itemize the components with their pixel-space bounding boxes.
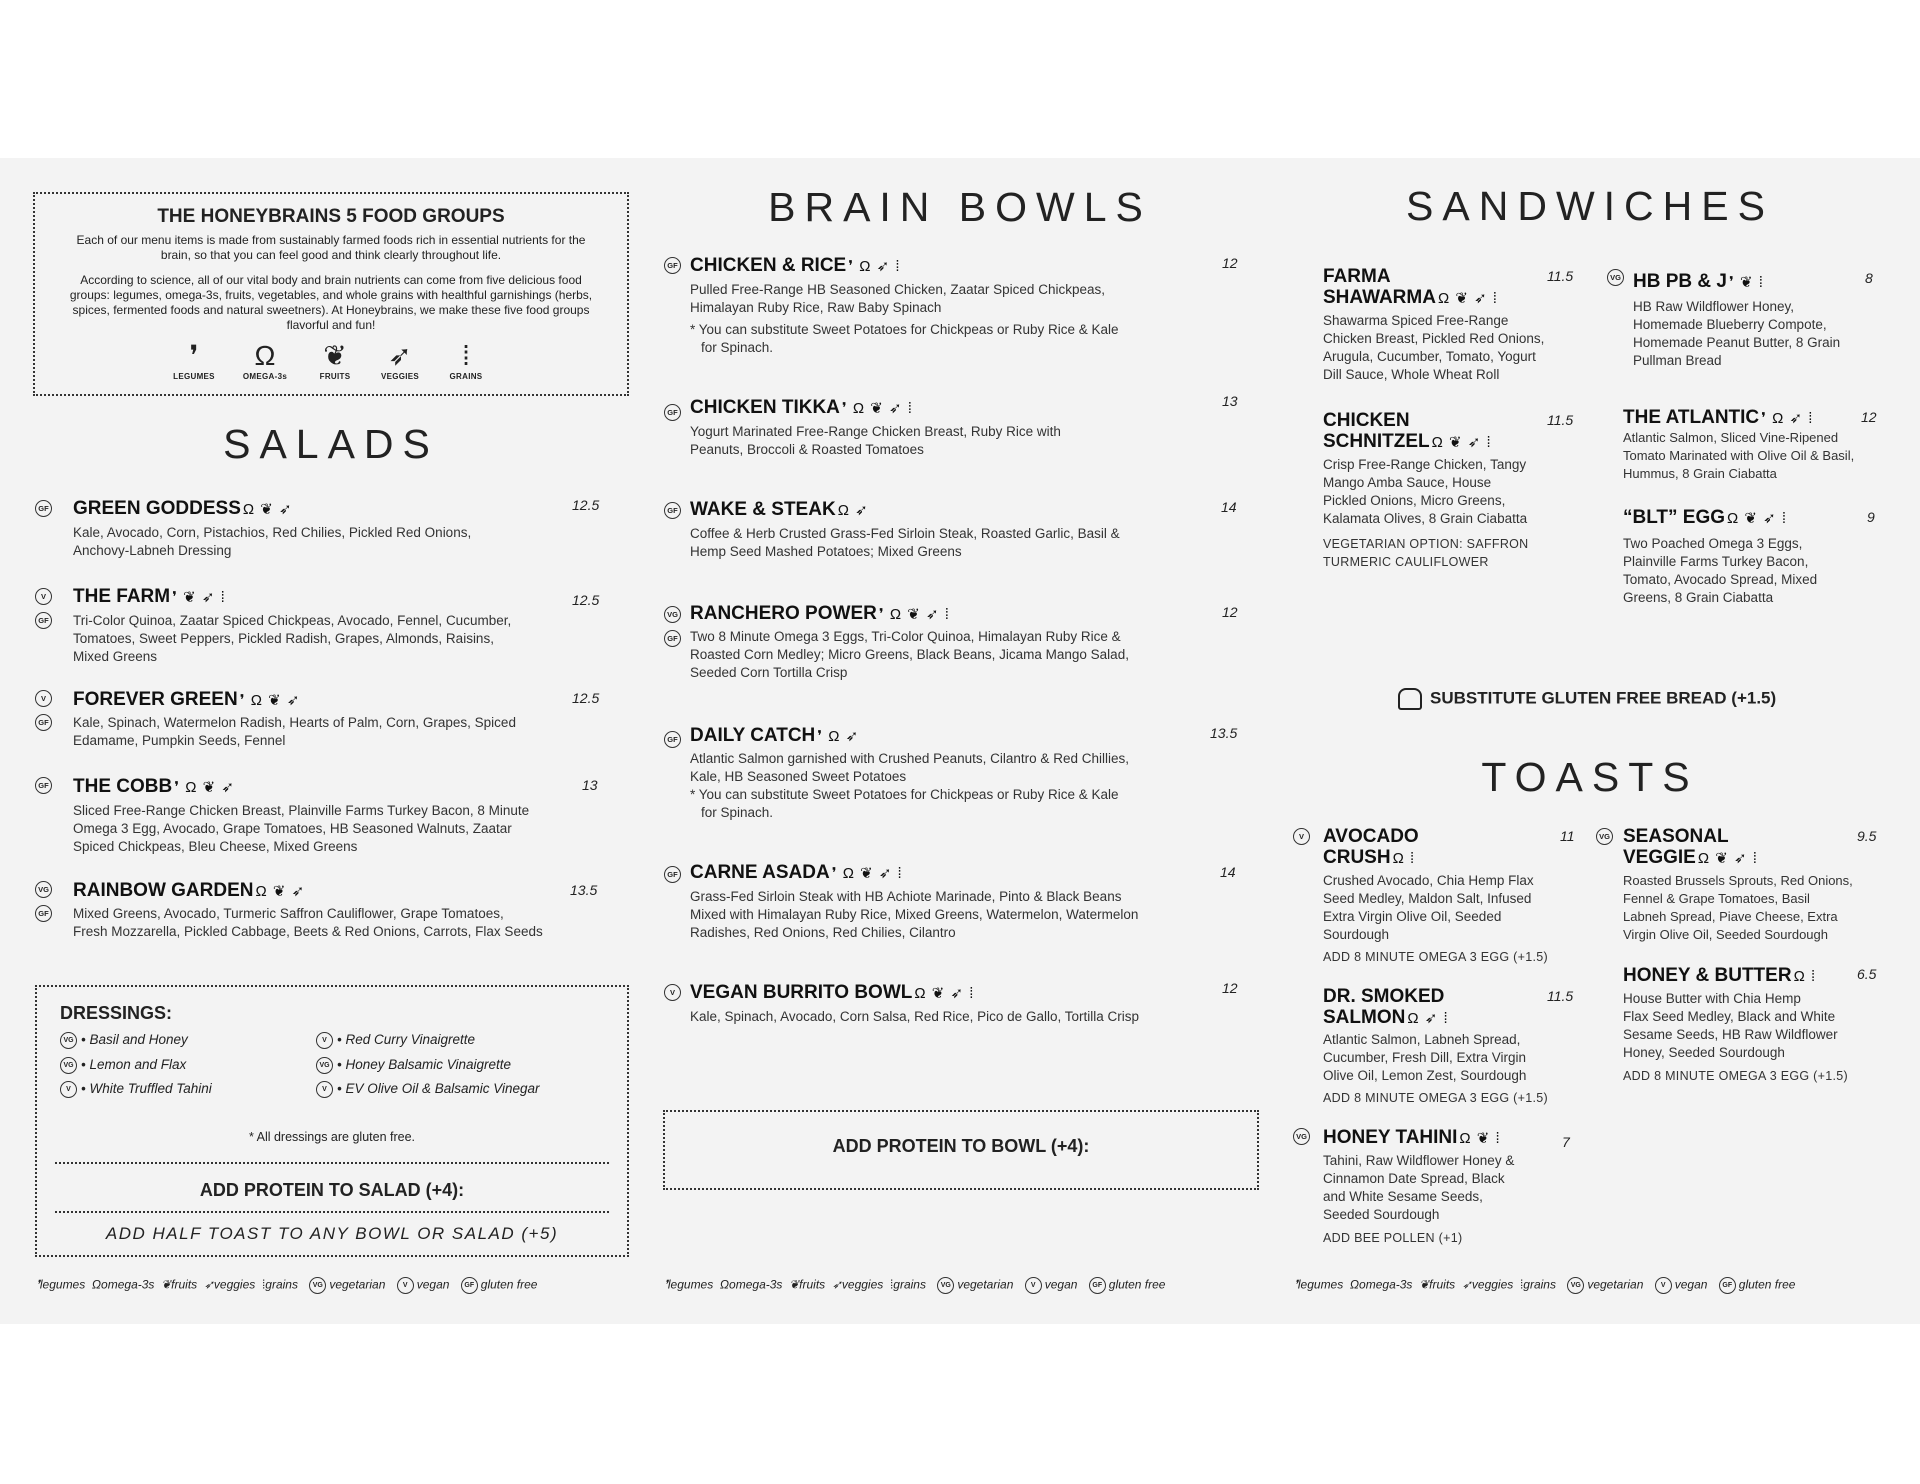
dressings-title: DRESSINGS: — [60, 1003, 173, 1023]
fruits-food-group: ❦ FRUITS — [305, 340, 365, 381]
sandwich-blt-egg: “BLT” EGG Ω ❦ ➶ ⁞ — [1623, 507, 1788, 528]
price: 8 — [1865, 270, 1873, 286]
price: 12.5 — [572, 497, 600, 513]
add-protein-salad: ADD PROTEIN TO SALAD (+4): — [199, 1180, 465, 1200]
vegan-badge: V — [316, 1032, 333, 1049]
dressing-lemon-flax: VG • Lemon and Flax — [60, 1057, 186, 1074]
legumes-icon: ❜ — [664, 1277, 668, 1292]
fruits-icon: ❦ — [161, 1277, 172, 1292]
price: 11.5 — [1547, 412, 1574, 428]
price: 7 — [1562, 1134, 1570, 1150]
gf-badge: GF — [35, 500, 52, 517]
vegetarian-badge: VG — [1596, 828, 1613, 845]
salad-rainbow-garden: RAINBOW GARDEN Ω ❦ ➶ — [73, 880, 306, 901]
item-description: Yogurt Marinated Free-Range Chicken Breast, Ruby Rice with Peanuts, Broccoli & Roasted Tomatoes — [690, 424, 1061, 457]
food-group-icons: Ω ❦ ➶ ⁞ — [1431, 434, 1492, 451]
food-group-icons: ❜ Ω ❦ ➶ ⁞ — [831, 865, 903, 882]
dressing-truffled-tahini: V • White Truffled Tahini — [60, 1081, 212, 1098]
vegan-badge: V — [1655, 1277, 1672, 1294]
price: 6.5 — [1857, 966, 1877, 982]
divider — [55, 1211, 609, 1213]
fruits-icon: ❦ — [323, 340, 347, 371]
dressing-ev-olive-oil: V • EV Olive Oil & Balsamic Vinegar — [316, 1081, 540, 1098]
food-group-icons: Ω ❦ ➶ ⁞ — [1697, 850, 1758, 867]
dressing-red-curry: V • Red Curry Vinaigrette — [316, 1032, 475, 1049]
toast-seasonal-veggie: SEASONAL VEGGIE Ω ❦ ➶ ⁞ — [1623, 826, 1758, 868]
gf-badge: GF — [35, 714, 52, 731]
vegetarian-badge: VG — [316, 1057, 333, 1074]
vegetarian-badge: VG — [35, 881, 52, 898]
vegan-badge: V — [1293, 828, 1310, 845]
bowl-ranchero-power: RANCHERO POWER ❜ Ω ❦ ➶ ⁞ — [690, 603, 950, 624]
food-groups-science: According to science, all of our vital body and brain nutrients can come from five delicious food groups: legumes, omega-3s, fruits, vegetables, and whole grains with healthful garnishings (herbs, spices, fermented foods and natural sweetners). At Honeybrains, we make these five food groups flavorful and fun! — [69, 273, 593, 332]
sandwiches-heading: SANDWICHES — [1406, 183, 1774, 229]
item-description: Tri-Color Quinoa, Zaatar Spiced Chickpeas, Avocado, Fennel, Cucumber, Tomatoes, Sweet Peppers, Pickled Radish, Grapes, Almonds, Raisins, Mixed Greens — [73, 613, 512, 664]
vegetarian-badge: VG — [664, 606, 681, 623]
dressing-basil-honey: VG • Basil and Honey — [60, 1032, 188, 1049]
item-description: Kale, Spinach, Avocado, Corn Salsa, Red Rice, Pico de Gallo, Tortilla Crisp — [690, 1009, 1139, 1024]
food-group-icons: Ω ➶ ⁞ — [1407, 1010, 1449, 1027]
item-description: Two Poached Omega 3 Eggs, Plainville Farms Turkey Bacon, Tomato, Avocado Spread, Mixed Greens, 8 Grain Ciabatta — [1623, 536, 1818, 605]
price: 11.5 — [1547, 988, 1574, 1004]
food-group-icons: Ω ❦ ⁞ — [1459, 1130, 1501, 1147]
add-on-note: ADD 8 MINUTE OMEGA 3 EGG (+1.5) — [1323, 1091, 1548, 1105]
salad-the-farm: THE FARM ❜ ❦ ➶ ⁞ — [73, 586, 226, 607]
price: 12 — [1861, 409, 1877, 425]
grains-food-group: ⁞ GRAINS — [436, 340, 496, 381]
vegan-badge: V — [397, 1277, 414, 1294]
toast-honey-butter: HONEY & BUTTER Ω ⁞ — [1623, 965, 1817, 986]
dressing-honey-balsamic: VG • Honey Balsamic Vinaigrette — [316, 1057, 511, 1074]
food-group-icons: Ω ❦ ➶ ⁞ — [1437, 290, 1498, 307]
price: 14 — [1220, 864, 1236, 880]
toast-avocado-crush: AVOCADO CRUSH Ω ⁞ — [1323, 826, 1419, 868]
veggies-food-group: ➶ VEGGIES — [370, 340, 430, 381]
veggies-icon: ➶ — [831, 1277, 842, 1292]
food-group-icons: ❜ Ω ➶ ⁞ — [848, 258, 901, 275]
vegetarian-badge: VG — [1567, 1277, 1584, 1294]
food-group-icons: ❜ ❦ ➶ ⁞ — [172, 589, 226, 606]
item-description: House Butter with Chia Hemp Flax Seed Medley, Black and White Sesame Seeds, HB Raw Wildflower Honey, Seeded Sourdough — [1623, 991, 1838, 1060]
substitution-note: * You can substitute Sweet Potatoes for Chickpeas or Ruby Rice & Kale for Spinach. — [690, 322, 1119, 355]
food-group-icons: ❜ ❦ ⁞ — [1728, 274, 1764, 291]
grains-icon: ⁞ — [1519, 1277, 1524, 1292]
vegan-badge: V — [60, 1081, 77, 1098]
gf-badge: GF — [664, 257, 681, 274]
omega-food-group: Ω OMEGA-3s — [235, 340, 295, 381]
food-groups-intro: Each of our menu items is made from sustainably farmed foods rich in essential nutrients for the brain, so that you can feel good and think clearly throughout life. — [76, 233, 586, 262]
grains-icon: ⁞ — [889, 1277, 894, 1292]
gluten-free-bread-option: SUBSTITUTE GLUTEN FREE BREAD (+1.5) — [1398, 688, 1776, 710]
food-group-icons: ❜ Ω ❦ ➶ ⁞ — [841, 400, 913, 417]
omega-icon: Ω — [254, 340, 276, 371]
legumes-food-group: ❜ LEGUMES — [164, 340, 224, 381]
toast-honey-tahini: HONEY TAHINI Ω ❦ ⁞ — [1323, 1127, 1501, 1148]
gf-badge: GF — [664, 502, 681, 519]
dressings-box — [35, 985, 629, 1257]
sandwich-farma-shawarma: FARMA SHAWARMA Ω ❦ ➶ ⁞ — [1323, 266, 1498, 308]
legumes-icon: ❜ — [1294, 1277, 1298, 1292]
vegetarian-badge: VG — [309, 1277, 326, 1294]
salad-green-goddess: GREEN GODDESS Ω ❦ ➶ — [73, 498, 293, 519]
dressings-note: * All dressings are gluten free. — [248, 1130, 416, 1144]
grains-icon: ⁞ — [261, 1277, 266, 1292]
gf-badge: GF — [35, 612, 52, 629]
price: 9.5 — [1857, 828, 1877, 844]
bowl-carne-asada: CARNE ASADA ❜ Ω ❦ ➶ ⁞ — [690, 862, 903, 883]
price: 12 — [1222, 980, 1238, 996]
price: 12 — [1222, 255, 1238, 271]
item-description: Kale, Avocado, Corn, Pistachios, Red Chilies, Pickled Red Onions, Anchovy-Labneh Dressing — [73, 525, 472, 558]
sandwich-chicken-schnitzel: CHICKEN SCHNITZEL Ω ❦ ➶ ⁞ — [1323, 410, 1492, 452]
vegan-badge: V — [1025, 1277, 1042, 1294]
price: 13.5 — [570, 882, 598, 898]
item-description: Pulled Free-Range HB Seasoned Chicken, Zaatar Spiced Chickpeas, Himalayan Ruby Rice, Raw Baby Spinach — [690, 282, 1105, 315]
vegetarian-badge: VG — [1607, 269, 1624, 286]
food-group-icons: Ω ⁞ — [1392, 850, 1416, 867]
price: 12.5 — [572, 690, 600, 706]
omega-icon: Ω — [719, 1277, 730, 1292]
item-description: Two 8 Minute Omega 3 Eggs, Tri-Color Quinoa, Himalayan Ruby Rice & Roasted Corn Medley; Micro Greens, Black Beans, Jicama Mango Salad, Seeded Corn Tortilla Crisp — [690, 629, 1129, 680]
fruits-icon: ❦ — [1419, 1277, 1430, 1292]
icon-legend: ❜legumes Ωomega-3s ❦fruits ➶veggies ⁞grains VG vegetarian V vegan GF gluten free — [664, 1277, 1165, 1294]
item-description: Tahini, Raw Wildflower Honey & Cinnamon Date Spread, Black and White Sesame Seeds, Seeded Sourdough — [1323, 1153, 1515, 1222]
brain-bowls-heading: BRAIN BOWLS — [768, 184, 1152, 230]
vegetarian-badge: VG — [60, 1057, 77, 1074]
vegan-badge: V — [35, 690, 52, 707]
salads-heading: SALADS — [223, 421, 439, 467]
gf-badge: GF — [664, 731, 681, 748]
icon-legend: ❜legumes Ωomega-3s ❦fruits ➶veggies ⁞grains VG vegetarian V vegan GF gluten free — [36, 1277, 537, 1294]
sandwich-hb-pb-j: HB PB & J ❜ ❦ ⁞ — [1633, 271, 1764, 292]
add-on-note: ADD 8 MINUTE OMEGA 3 EGG (+1.5) — [1623, 1069, 1848, 1083]
item-description: Atlantic Salmon garnished with Crushed Peanuts, Cilantro & Red Chillies, Kale, HB Seasoned Sweet Potatoes — [690, 751, 1129, 784]
add-protein-bowl: ADD PROTEIN TO BOWL (+4): — [832, 1136, 1090, 1156]
gf-badge: GF — [35, 905, 52, 922]
bowl-wake-steak: WAKE & STEAK Ω ➶ — [690, 499, 869, 520]
gf-badge: GF — [35, 777, 52, 794]
legumes-icon: ❜ — [189, 340, 199, 371]
gf-badge: GF — [461, 1277, 478, 1294]
vegetarian-badge: VG — [1293, 1128, 1310, 1145]
vegan-badge: V — [35, 588, 52, 605]
food-group-icons: Ω ⁞ — [1793, 968, 1817, 985]
bowl-vegan-burrito: VEGAN BURRITO BOWL Ω ❦ ➶ ⁞ — [690, 982, 975, 1003]
food-groups-title: THE HONEYBRAINS 5 FOOD GROUPS — [157, 206, 505, 227]
price: 13.5 — [1210, 725, 1238, 741]
bowl-daily-catch: DAILY CATCH ❜ Ω ➶ — [690, 725, 860, 746]
icon-legend: ❜legumes Ωomega-3s ❦fruits ➶veggies ⁞grains VG vegetarian V vegan GF gluten free — [1294, 1277, 1795, 1294]
vegetarian-badge: VG — [60, 1032, 77, 1049]
add-on-note: ADD BEE POLLEN (+1) — [1323, 1231, 1463, 1245]
food-group-icons: ❜ Ω ➶ — [817, 728, 860, 745]
veggies-icon: ➶ — [1461, 1277, 1472, 1292]
item-description: Roasted Brussels Sprouts, Red Onions, Fennel & Grape Tomatoes, Basil Labneh Spread, Piave Cheese, Extra Virgin Olive Oil, Seeded Sourdough — [1623, 873, 1853, 942]
vegan-badge: V — [664, 984, 681, 1001]
food-group-icons: Ω ❦ ➶ ⁞ — [914, 985, 975, 1002]
food-group-icons: Ω ❦ ➶ ⁞ — [1727, 510, 1788, 527]
grains-icon: ⁞ — [462, 340, 470, 371]
item-description: HB Raw Wildflower Honey, Homemade Blueberry Compote, Homemade Peanut Butter, 8 Grain Pullman Bread — [1633, 299, 1841, 368]
food-group-icons: ❜ Ω ❦ ➶ ⁞ — [878, 606, 950, 623]
price: 13 — [1222, 393, 1238, 409]
item-description: Coffee & Herb Crusted Grass-Fed Sirloin Steak, Roasted Garlic, Basil & Hemp Seed Mashed Potatoes; Mixed Greens — [690, 526, 1120, 559]
legumes-icon: ❜ — [36, 1277, 40, 1292]
vegetarian-badge: VG — [937, 1277, 954, 1294]
item-description: Mixed Greens, Avocado, Turmeric Saffron Cauliflower, Grape Tomatoes, Fresh Mozzarella, Pickled Cabbage, Beets & Red Onions, Carrots, Flax Seeds — [73, 906, 543, 939]
item-description: Sliced Free-Range Chicken Breast, Plainville Farms Turkey Bacon, 8 Minute Omega 3 Egg, Avocado, Grape Tomatoes, HB Seasoned Walnuts, Zaatar Spiced Chickpeas, Bleu Cheese, Mixed Greens — [73, 803, 530, 854]
omega-icon: Ω — [1349, 1277, 1360, 1292]
item-description: Crushed Avocado, Chia Hemp Flax Seed Medley, Maldon Salt, Infused Extra Virgin Olive Oil, Seeded Sourdough — [1323, 873, 1534, 942]
price: 12.5 — [572, 592, 600, 608]
bread-icon — [1398, 688, 1422, 710]
item-description: Grass-Fed Sirloin Steak with HB Achiote Marinade, Pinto & Black Beans Mixed with Himalayan Ruby Rice, Mixed Greens, Watermelon, Watermelon Radishes, Red Onions, Red Chilies, Cilantro — [690, 889, 1139, 940]
food-group-icons: ❜ Ω ❦ ➶ — [174, 779, 235, 796]
toasts-heading: TOASTS — [1481, 754, 1699, 800]
fruits-icon: ❦ — [789, 1277, 800, 1292]
omega-icon: Ω — [91, 1277, 102, 1292]
item-description: Atlantic Salmon, Labneh Spread, Cucumber, Fresh Dill, Extra Virgin Olive Oil, Lemon Zest, Sourdough — [1323, 1032, 1527, 1083]
gf-badge: GF — [664, 630, 681, 647]
divider — [55, 1162, 609, 1164]
food-group-icons: ❜ Ω ➶ ⁞ — [1761, 410, 1814, 427]
veggies-icon: ➶ — [203, 1277, 214, 1292]
gf-badge: GF — [664, 404, 681, 421]
item-description: Shawarma Spiced Free-Range Chicken Breast, Pickled Red Onions, Arugula, Cucumber, Tomato, Yogurt Dill Sauce, Whole Wheat Roll — [1323, 313, 1545, 382]
price: 9 — [1867, 509, 1875, 525]
salad-the-cobb: THE COBB ❜ Ω ❦ ➶ — [73, 776, 235, 797]
price: 11 — [1560, 828, 1575, 844]
item-description: Crisp Free-Range Chicken, Tangy Mango Amba Sauce, House Pickled Onions, Micro Greens, Kalamata Olives, 8 Grain Ciabatta — [1323, 457, 1528, 526]
add-half-toast: ADD HALF TOAST TO ANY BOWL OR SALAD (+5) — [105, 1224, 559, 1243]
sandwich-the-atlantic: THE ATLANTIC ❜ Ω ➶ ⁞ — [1623, 407, 1814, 428]
price: 11.5 — [1547, 268, 1574, 284]
vegetarian-option-note: VEGETARIAN OPTION: SAFFRON TURMERIC CAULIFLOWER — [1323, 537, 1529, 569]
price: 13 — [582, 777, 598, 793]
bowl-chicken-rice: CHICKEN & RICE ❜ Ω ➶ ⁞ — [690, 255, 901, 276]
add-on-note: ADD 8 MINUTE OMEGA 3 EGG (+1.5) — [1323, 950, 1548, 964]
item-description: Kale, Spinach, Watermelon Radish, Hearts of Palm, Corn, Grapes, Spiced Edamame, Pumpkin Seeds, Fennel — [73, 715, 516, 748]
veggies-icon: ➶ — [388, 340, 412, 371]
food-group-icons: Ω ❦ ➶ — [255, 883, 306, 900]
food-group-icons: Ω ➶ — [837, 502, 869, 519]
item-description: Atlantic Salmon, Sliced Vine-Ripened Tomato Marinated with Olive Oil & Basil, Hummus, 8 Grain Ciabatta — [1623, 430, 1855, 481]
price: 14 — [1221, 499, 1237, 515]
vegan-badge: V — [316, 1081, 333, 1098]
bowl-chicken-tikka: CHICKEN TIKKA ❜ Ω ❦ ➶ ⁞ — [690, 397, 913, 418]
gf-badge: GF — [1089, 1277, 1106, 1294]
food-group-icons: ❜ Ω ❦ ➶ — [239, 692, 301, 709]
gf-badge: GF — [664, 866, 681, 883]
substitution-note: * You can substitute Sweet Potatoes for Chickpeas or Ruby Rice & Kale for Spinach. — [690, 787, 1119, 820]
gf-badge: GF — [1719, 1277, 1736, 1294]
price: 12 — [1222, 604, 1238, 620]
toast-dr-smoked-salmon: DR. SMOKED SALMON Ω ➶ ⁞ — [1323, 986, 1449, 1028]
food-group-icons: Ω ❦ ➶ — [242, 501, 293, 518]
salad-forever-green: FOREVER GREEN ❜ Ω ❦ ➶ — [73, 689, 301, 710]
